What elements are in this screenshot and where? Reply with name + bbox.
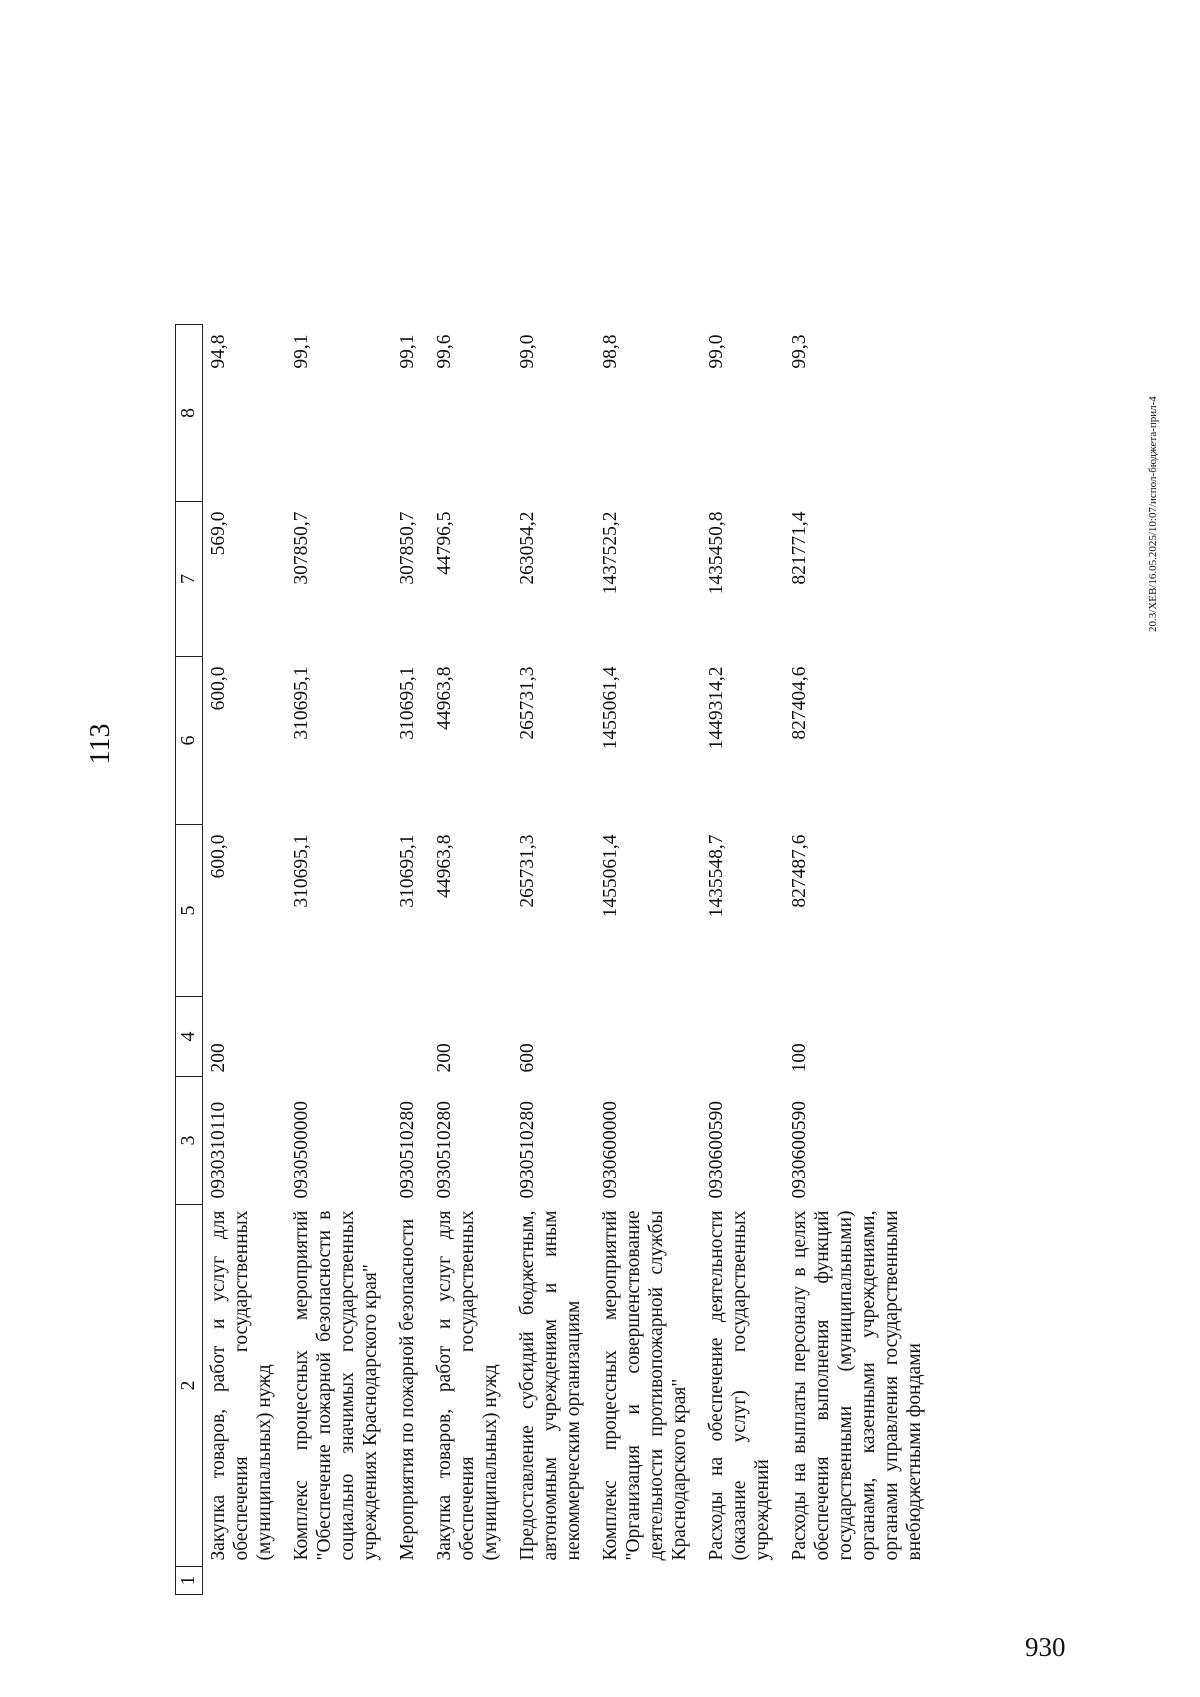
col-header-7: 7	[176, 502, 203, 657]
cell-target-code: 0930510280	[517, 1101, 538, 1199]
cell-description: Закупка товаров, работ и услуг для обеспечения государственных (муниципальных) нужд	[434, 1210, 501, 1561]
cell-description: Предоставление субсидий бюджетным, автономным учреждениям и иным некоммерческим организациям	[517, 1210, 584, 1561]
cell-col8: 99,1	[397, 334, 418, 369]
cell-description: Комплекс процессных мероприятий "Организация и совершенствование деятельности противопожарной службы Краснодарского края"	[600, 1210, 690, 1561]
rotated-page	[85, 90, 1175, 1640]
cell-col5: 1455061,4	[600, 834, 621, 918]
cell-col6: 44963,8	[434, 666, 455, 730]
col-header-1: 1	[176, 1567, 203, 1595]
cell-col1	[701, 1567, 784, 1595]
cell-col6: 265731,3	[517, 666, 538, 740]
col-header-4: 4	[176, 997, 203, 1077]
cell-expense-type: 100	[789, 1043, 810, 1073]
table-row	[595, 325, 701, 1595]
cell-col7: 821771,4	[789, 511, 810, 585]
cell-description: Расходы на обеспечение деятельности (оказание услуг) государственных учреждений	[706, 1210, 773, 1561]
cell-target-code: 0930510280	[434, 1101, 455, 1199]
cell-col8: 98,8	[600, 334, 621, 369]
cell-col8: 99,3	[789, 334, 810, 369]
cell-col5: 1435548,7	[706, 834, 727, 918]
col-header-6: 6	[176, 657, 203, 825]
cell-col6: 310695,1	[397, 666, 418, 740]
col-header-8: 8	[176, 325, 203, 502]
cell-expense-type	[286, 997, 392, 1077]
cell-target-code: 0930510280	[397, 1101, 418, 1199]
cell-col7: 1437525,2	[600, 511, 621, 595]
cell-col7: 263054,2	[517, 511, 538, 585]
cell-expense-type	[595, 997, 701, 1077]
cell-col1	[784, 1567, 936, 1595]
cell-col8: 94,8	[208, 334, 229, 369]
footer-code: 20.3/XEB/16.05.2025/10:07/испол-бюджета-прил-4	[1147, 396, 1159, 632]
cell-col5: 310695,1	[397, 834, 418, 908]
table-row	[701, 325, 784, 1595]
cell-col6: 310695,1	[291, 666, 312, 740]
col-header-2: 2	[176, 1205, 203, 1567]
cell-target-code: 0930500000	[291, 1101, 312, 1199]
cell-description: Комплекс процессных мероприятий "Обеспечение пожарной безопасности в социально значимых государственных учреждениях Краснодарского края"	[291, 1210, 381, 1561]
table-row	[512, 325, 595, 1595]
cell-col7: 307850,7	[291, 511, 312, 585]
cell-col5: 44963,8	[434, 834, 455, 898]
cell-col6: 1449314,2	[706, 666, 727, 750]
table-row	[392, 325, 429, 1595]
cell-col5: 265731,3	[517, 834, 538, 908]
cell-col5: 600,0	[208, 834, 229, 879]
cell-description: Закупка товаров, работ и услуг для обеспечения государственных (муниципальных) нужд	[208, 1210, 275, 1561]
cell-expense-type: 200	[434, 1043, 455, 1073]
cell-col7: 307850,7	[397, 511, 418, 585]
table-row	[429, 325, 512, 1595]
cell-col8: 99,0	[706, 334, 727, 369]
cell-expense-type	[701, 997, 784, 1077]
cell-col1	[286, 1567, 392, 1595]
page-number: 113	[85, 723, 116, 765]
cell-target-code: 0930600000	[600, 1101, 621, 1199]
cell-description: Расходы на выплаты персоналу в целях обеспечения выполнения функций государственными (муниципальными) органами, казенными учреждениями, органами управления государственными внебюджетными фондами	[789, 1210, 925, 1561]
cell-col1	[392, 1567, 429, 1595]
cell-target-code: 0930600590	[789, 1101, 810, 1199]
budget-table	[175, 324, 936, 1595]
cell-col5: 310695,1	[291, 834, 312, 908]
cell-col6: 600,0	[208, 666, 229, 711]
cell-col8: 99,1	[291, 334, 312, 369]
header-row	[176, 325, 203, 1595]
cell-expense-type	[392, 997, 429, 1077]
cell-expense-type: 200	[208, 1043, 229, 1073]
table-row	[203, 325, 287, 1595]
table-row	[286, 325, 392, 1595]
col-header-3: 3	[176, 1077, 203, 1205]
table-row	[784, 325, 936, 1595]
cell-col6: 827404,6	[789, 666, 810, 740]
cell-target-code: 0930310110	[208, 1101, 229, 1199]
cell-col7: 44796,5	[434, 511, 455, 575]
cell-col6: 1455061,4	[600, 666, 621, 750]
col-header-5: 5	[176, 825, 203, 997]
cell-col5: 827487,6	[789, 834, 810, 908]
cell-col1	[595, 1567, 701, 1595]
cell-col8: 99,0	[517, 334, 538, 369]
cell-col1	[203, 1567, 287, 1595]
cell-col7: 569,0	[208, 511, 229, 556]
cell-target-code: 0930600590	[706, 1101, 727, 1199]
cell-col1	[512, 1567, 595, 1595]
cell-description: Мероприятия по пожарной безопасности	[397, 1218, 418, 1561]
cell-col7: 1435450,8	[706, 511, 727, 595]
cell-expense-type: 600	[517, 1043, 538, 1073]
cell-col1	[429, 1567, 512, 1595]
cell-col8: 99,6	[434, 334, 455, 369]
sheet-number: 930	[1025, 1632, 1066, 1662]
